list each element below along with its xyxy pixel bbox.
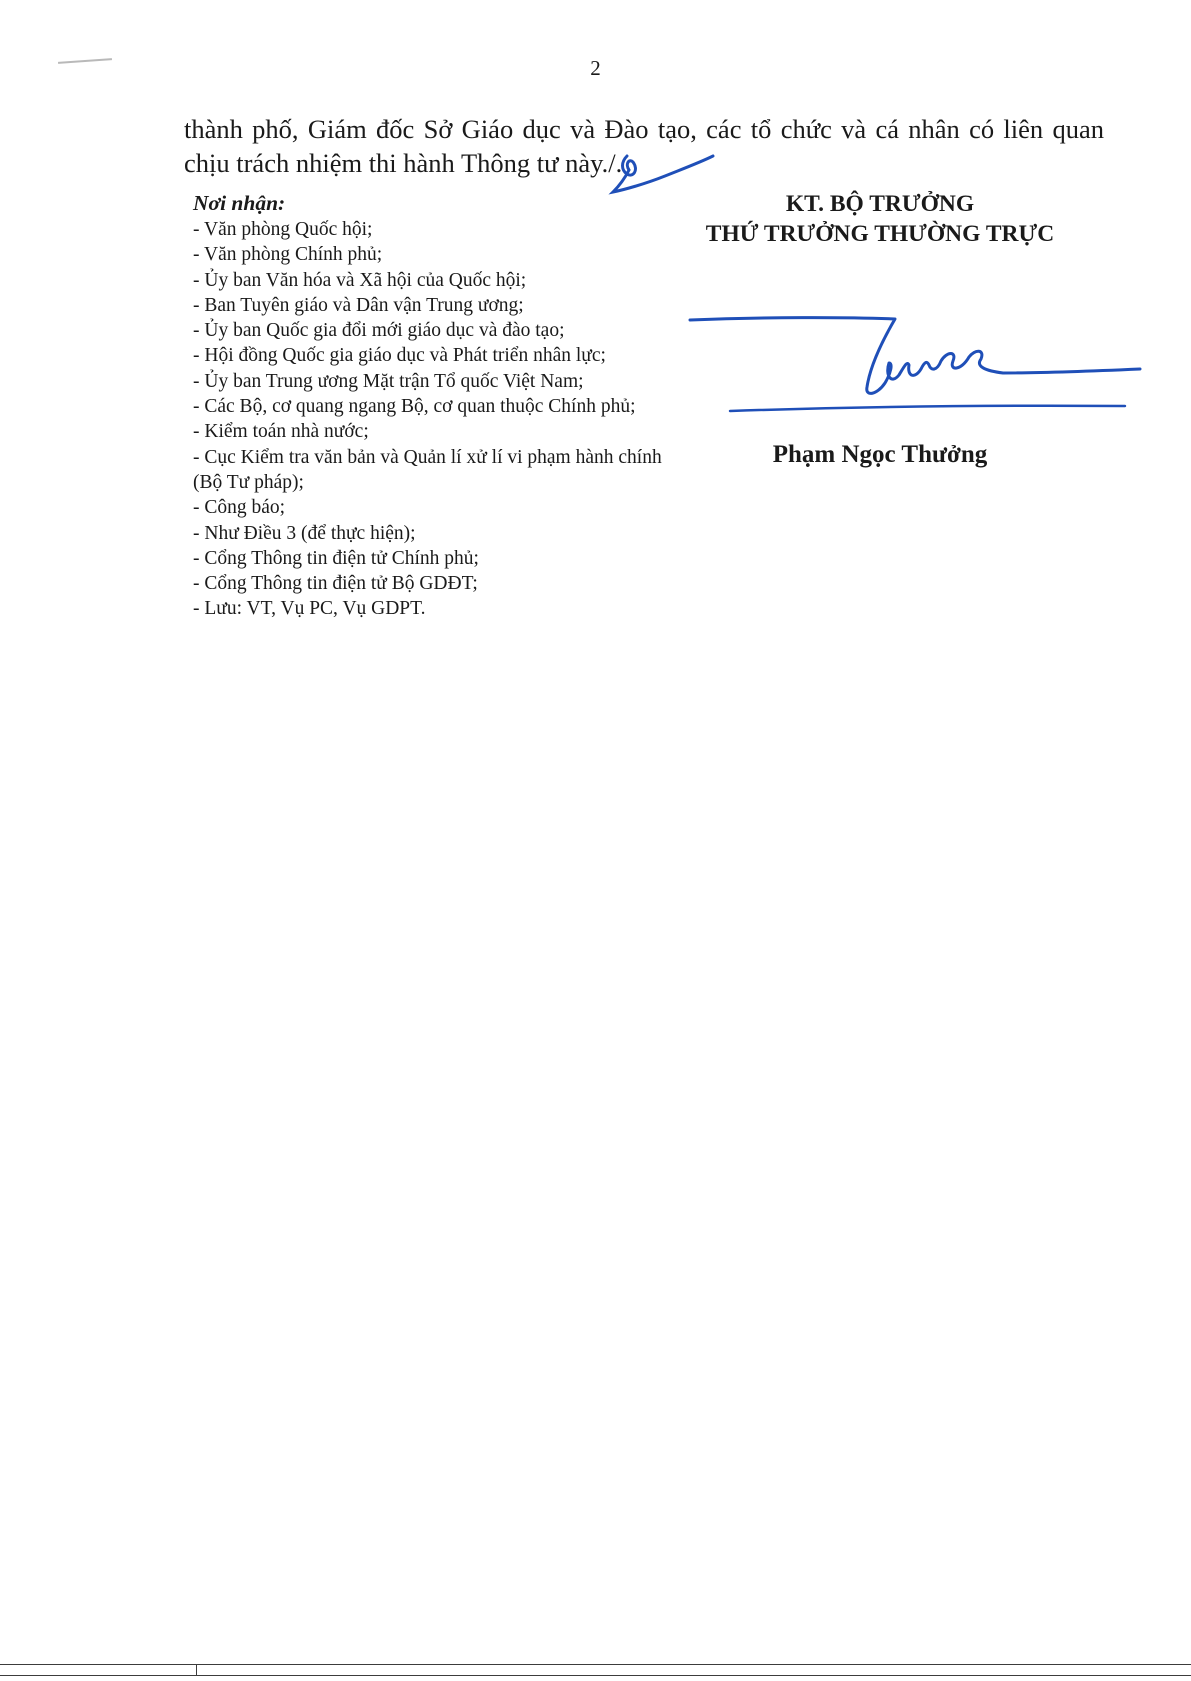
- recipient-item: - Cục Kiểm tra văn bản và Quản lí xử lí vi phạm hành chính (Bộ Tư pháp);: [193, 446, 662, 493]
- recipient-item: - Cổng Thông tin điện tử Bộ GDĐT;: [193, 573, 478, 595]
- recipient-item: - Văn phòng Chính phủ;: [193, 244, 383, 266]
- recipient-item: - Ủy ban Quốc gia đổi mới giáo dục và đào tạo;: [193, 320, 565, 342]
- recipient-item: - Lưu: VT, Vụ PC, Vụ GDPT.: [193, 598, 426, 620]
- recipient-item: - Ủy ban Văn hóa và Xã hội của Quốc hội;: [193, 269, 527, 291]
- signer-name: Phạm Ngọc Thưởng: [772, 441, 988, 468]
- bottom-tick: [196, 1664, 197, 1676]
- recipient-item: - Công báo;: [193, 497, 286, 519]
- recipient-item: - Hội đồng Quốc gia giáo dục và Phát triển nhân lực;: [193, 345, 606, 367]
- handwritten-signature: [685, 305, 1145, 430]
- recipient-item: - Như Điều 3 (để thực hiện);: [193, 522, 416, 544]
- recipient-item: - Văn phòng Quốc hội;: [193, 219, 373, 240]
- bottom-rule: [0, 1664, 1191, 1665]
- recipient-item: - Ban Tuyên giáo và Dân vận Trung ương;: [193, 294, 524, 316]
- signer-block: [640, 189, 1120, 249]
- bottom-rule: [0, 1675, 1191, 1676]
- recipient-item: - Kiểm toán nhà nước;: [193, 421, 369, 443]
- recipients-section: [193, 190, 683, 622]
- recipient-item: - Cổng Thông tin điện tử Chính phủ;: [193, 547, 479, 569]
- body-paragraph: thành phố, Giám đốc Sở Giáo dục và Đào tạo, các tổ chức và cá nhân có liên quan chịu trách nhiệm thi hành Thông tư này./.: [184, 114, 1104, 178]
- recipient-item: - Ủy ban Trung ương Mặt trận Tổ quốc Việt Nam;: [193, 370, 584, 392]
- signer-authority-line: KT. BỘ TRƯỞNG: [785, 191, 975, 217]
- recipients-list: [193, 217, 683, 622]
- signer-title-line: THỨ TRƯỞNG THƯỜNG TRỰC: [705, 221, 1055, 247]
- recipients-title: Nơi nhận:: [193, 191, 286, 215]
- page-number: 2: [590, 56, 601, 80]
- recipient-item: - Các Bộ, cơ quang ngang Bộ, cơ quan thuộc Chính phủ;: [193, 396, 636, 418]
